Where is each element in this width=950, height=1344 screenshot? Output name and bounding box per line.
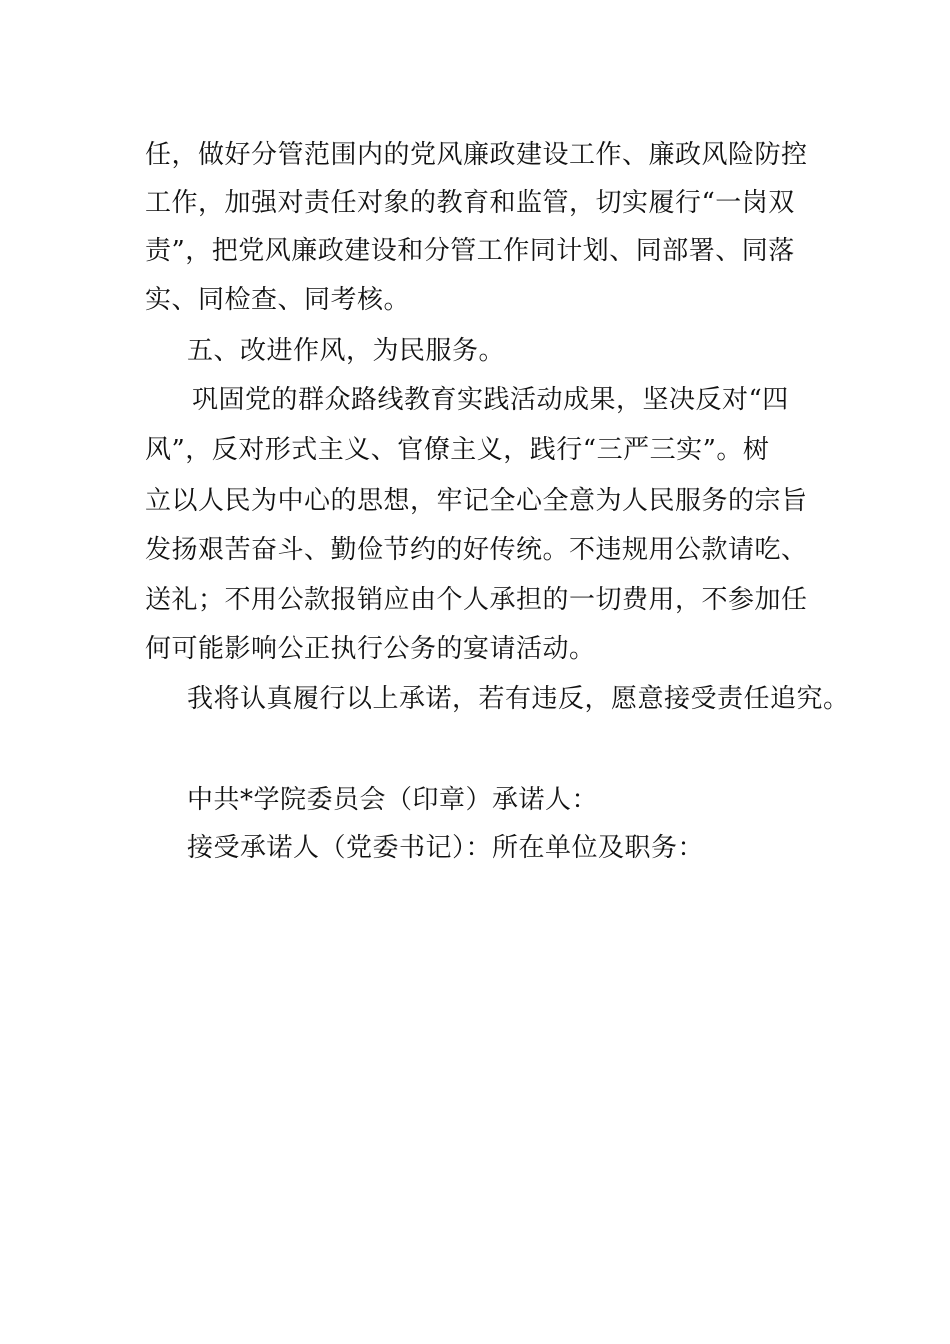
paragraph-line: 发扬艰苦奋斗、勤俭节约的好传统。不违规用公款请吃、: [145, 535, 808, 565]
commitment-statement: 我将认真履行以上承诺，若有违反，愿意接受责任追究。: [187, 684, 850, 714]
paragraph-line: 送礼；不用公款报销应由个人承担的一切费用，不参加任: [145, 585, 808, 615]
paragraph-line: 工作，加强对责任对象的教育和监管，切实履行“一岗双: [145, 188, 795, 218]
paragraph-line: 何可能影响公正执行公务的宴请活动。: [145, 634, 596, 664]
paragraph-line: 巩固党的群众路线教育实践活动成果，坚决反对“四: [192, 385, 789, 415]
paragraph-line: 立以人民为中心的思想，牢记全心全意为人民服务的宗旨: [145, 486, 808, 516]
signature-committee: 中共*学院委员会（印章）承诺人：: [187, 785, 599, 815]
paragraph-line: 责”，把党风廉政建设和分管工作同计划、同部署、同落: [145, 236, 795, 266]
paragraph-line: 风”，反对形式主义、官僚主义，践行“三严三实”。树: [145, 435, 770, 465]
paragraph-line: 任，做好分管范围内的党风廉政建设工作、廉政风险防控: [145, 140, 808, 170]
signature-recipient: 接受承诺人（党委书记）：所在单位及职务：: [187, 833, 705, 863]
section-heading: 五、改进作风，为民服务。: [187, 336, 506, 366]
paragraph-line: 实、同检查、同考核。: [145, 285, 411, 315]
